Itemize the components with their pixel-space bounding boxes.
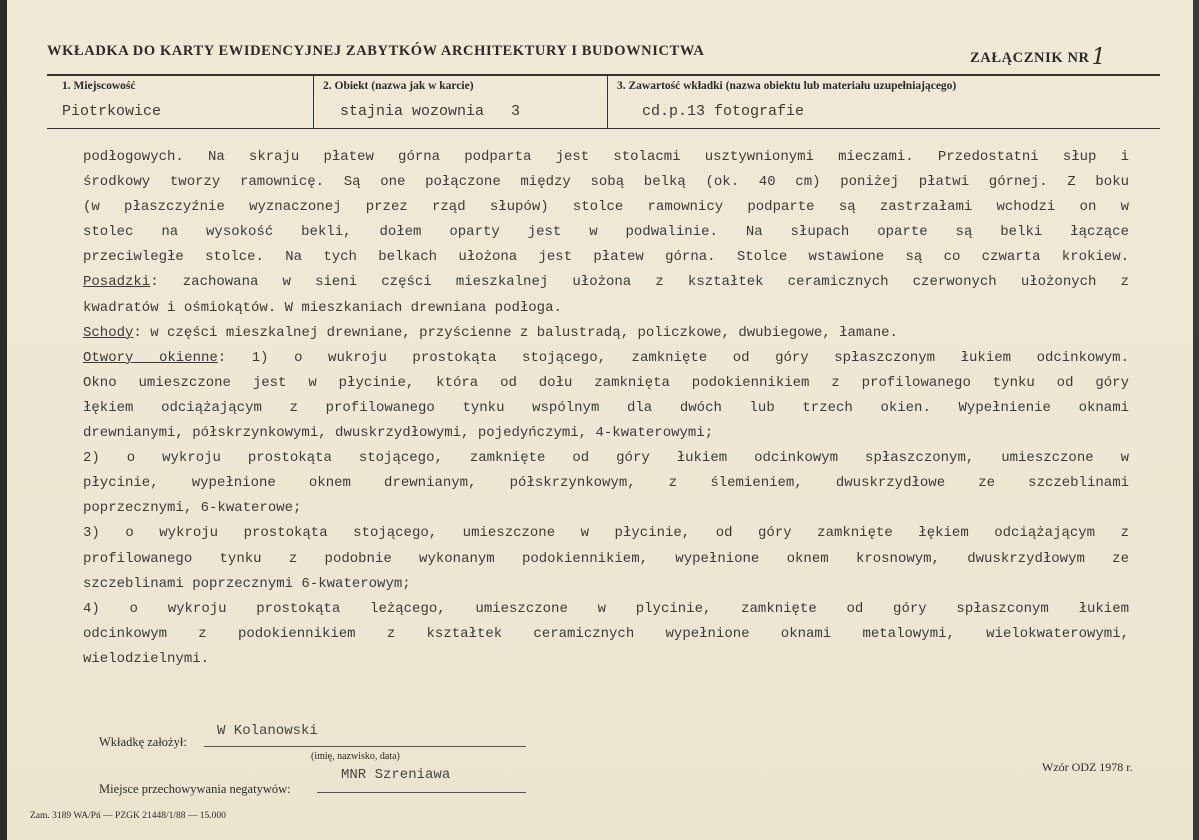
body-text-run: (w płaszczyźnie wyznaczonej przez rząd słupów) stolce ramownicy podparte są zastrzałami wchodzi on w — [83, 199, 1129, 216]
founder-value: W Kolanowski — [217, 723, 318, 739]
scan-edge-left — [0, 0, 7, 840]
founder-label: Wkładkę założył: — [99, 735, 187, 749]
body-text-run: 3) o wykroju prostokąta stojącego, umieszczone w płycinie, od góry zamknięte łękiem odciążającym z — [83, 525, 1129, 542]
body-text-run: przeciwległe stolce. Na tych belkach ułożona jest płatew górna. Stolce wstawione są co czwarta krokiew. — [83, 249, 1129, 266]
attachment-label-text: ZAŁĄCZNIK NR — [970, 50, 1090, 66]
body-text-run: 4) o wykroju prostokąta leżącego, umieszczone w plycinie, zamknięte od góry spłaszconym łukiem — [83, 600, 1129, 617]
print-note: Zam. 3189 WA/Pń — PZGK 21448/1/88 — 15.000 — [30, 811, 226, 821]
field-value-contents: cd.p.13 fotografie — [642, 103, 805, 120]
body-line — [83, 471, 1129, 496]
body-text-run: odcinkowym z podokiennikiem z kształtek ceramicznych wypełnione oknami metalowymi, wielokwaterowymi, — [83, 625, 1129, 642]
negatives-value: MNR Szreniawa — [341, 767, 451, 783]
column-divider-1 — [313, 76, 314, 128]
section-heading: Otwory okienne — [83, 349, 218, 366]
founder-line — [204, 746, 526, 747]
body-line — [83, 321, 1129, 346]
section-heading: Schody — [83, 324, 134, 341]
body-text-run: : 1) o wukroju prostokąta stojącego, zamknięte od góry spłaszczonym łukiem odcinkowym. — [217, 349, 1129, 366]
field-value-object: stajnia wozownia 3 — [340, 103, 521, 120]
body-text-run: środkowy tworzy ramownicę. Są one połączone między sobą belką (ok. 40 cm) poniżej płatwi górnej. Z boku — [83, 174, 1129, 191]
body-line — [83, 346, 1129, 371]
field-label-object: 2. Obiekt (nazwa jak w karcie) — [323, 80, 474, 92]
body-line — [83, 622, 1129, 647]
body-line — [83, 145, 1129, 170]
field-label-locality: 1. Miejscowość — [62, 80, 136, 92]
section-heading: Posadzki — [83, 274, 151, 291]
body-text-run: kwadratów i ośmiokątów. W mieszkaniach drewniana podłoga. — [83, 299, 562, 316]
negatives-line — [317, 792, 526, 793]
description-body — [83, 145, 1129, 672]
body-line — [83, 371, 1129, 396]
body-text-run: 2) o wykroju prostokąta stojącego, zamknięte od góry łukiem odcinkowym spłaszczonym, umieszczone w — [83, 450, 1129, 467]
body-line — [83, 396, 1129, 421]
scan-edge-right — [1193, 0, 1199, 840]
header-rule-bottom — [47, 128, 1160, 129]
body-text-run: : w części mieszkalnej drewniane, przyścienne z balustradą, policzkowe, dwubiegowe, łamane. — [133, 324, 898, 341]
body-line — [83, 572, 1129, 597]
column-divider-2 — [607, 76, 608, 128]
body-line — [83, 270, 1129, 295]
field-value-locality: Piotrkowice — [62, 103, 162, 120]
body-text-run: poprzecznymi, 6-kwaterowe; — [83, 500, 302, 517]
body-text-run: wielodzielnymi. — [83, 650, 210, 667]
body-text-run: : zachowana w sieni części mieszkalnej ułożona z kształtek ceramicznych czerwonych ułożonych z — [150, 274, 1129, 291]
negatives-label: Miejsce przechowywania negatywów: — [99, 782, 291, 796]
body-text-run: podłogowych. Na skraju płatew górna podparta jest stolacmi usztywnionymi mieczami. Przedostatni słup i — [83, 149, 1129, 165]
body-line — [83, 446, 1129, 471]
body-line — [83, 521, 1129, 546]
body-line — [83, 220, 1129, 245]
body-line — [83, 245, 1129, 270]
attachment-number: 1 — [1091, 45, 1107, 70]
founder-hint: (imię, nazwisko, data) — [311, 751, 400, 762]
body-line — [83, 296, 1129, 321]
body-line — [83, 496, 1129, 521]
body-line — [83, 195, 1129, 220]
body-text-run: drewnianymi, półskrzynkowymi, dwuskrzydłowymi, pojedyńczymi, 4-kwaterowymi; — [83, 425, 714, 442]
body-text-run: płycinie, wypełnione oknem drewnianym, półskrzynkowym, z ślemieniem, dwuskrzydłowe ze szczeblinami — [83, 475, 1129, 492]
template-note: Wzór ODZ 1978 r. — [1042, 760, 1133, 774]
body-text-run: Okno umieszczone jest w płycinie, która od dołu zamknięta podokiennikiem z profilowanego tynku od góry — [83, 374, 1129, 391]
attachment-label — [970, 43, 1106, 68]
form-title: WKŁADKA DO KARTY EWIDENCYJNEJ ZABYTKÓW ARCHITEKTURY I BUDOWNICTWA — [47, 43, 705, 59]
body-line — [83, 170, 1129, 195]
body-text-run: łękiem odciążającym z profilowanego tynku wspólnym dla dwóch lub trzech okien. Wypełnienie oknami — [83, 399, 1129, 416]
body-line — [83, 421, 1129, 446]
body-text-run: stolec na wysokość bekli, dołem oparty jest w podwalinie. Na słupach oparte są belki łączące — [83, 224, 1129, 241]
body-line — [83, 547, 1129, 572]
header-rule-thick — [47, 74, 1160, 76]
body-text-run: szczeblinami poprzecznymi 6-kwaterowym; — [83, 575, 411, 592]
body-text-run: profilowanego tynku z podobnie wykonanym podokiennikiem, wypełnione oknem krosnowym, dwuskrzydłowym ze — [83, 550, 1129, 567]
body-line — [83, 647, 1129, 672]
field-label-contents: 3. Zawartość wkładki (nazwa obiektu lub materiału uzupełniającego) — [617, 80, 957, 92]
body-line — [83, 597, 1129, 622]
